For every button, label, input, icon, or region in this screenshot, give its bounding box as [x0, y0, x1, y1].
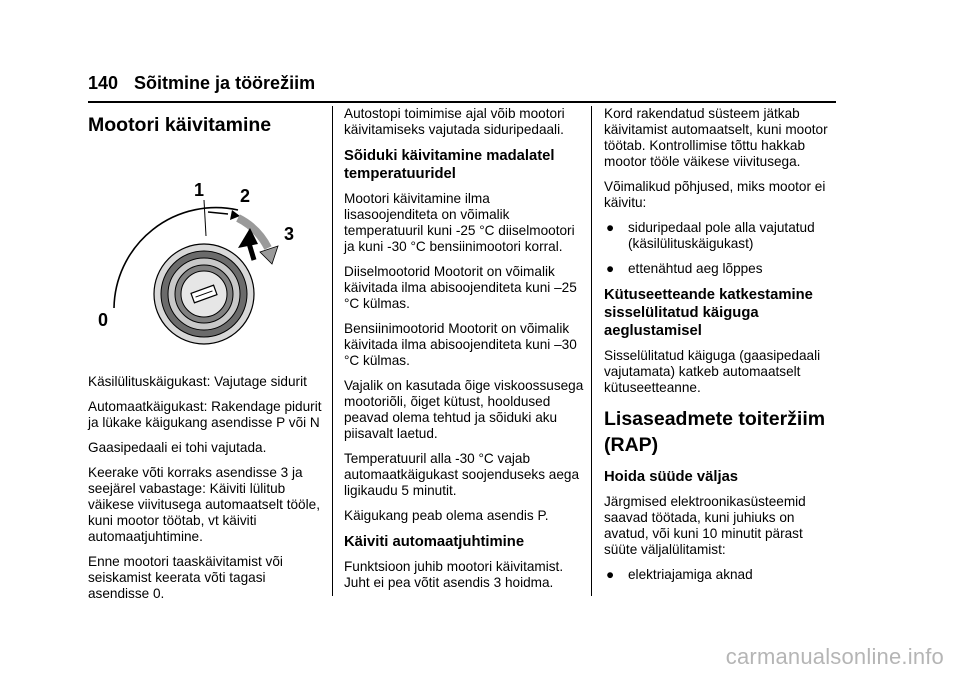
bullet-icon: ● — [606, 220, 615, 235]
paragraph: Võimalikud põhjused, miks mootor ei käivitu: — [604, 179, 826, 210]
list-item — [604, 567, 838, 583]
subheading-auto-start: Käiviti automaatjuhtimine — [344, 534, 525, 550]
section-title-rap: Lisaseadmete toiteržiim (RAP) — [604, 408, 826, 456]
subheading-ignition-off: Hoida süüde väljas — [604, 469, 739, 485]
paragraph: Temperatuuril alla -30 °C vajab automaatkäigukast soojenduseks aega ligikaudu 5 minutit. — [344, 451, 580, 498]
list-item — [604, 220, 838, 252]
column-1 — [88, 106, 324, 611]
paragraph: Diiselmootorid Mootorit on võimalik käivitada ilma abisoojenditeta kuni –25 °C külmas. — [344, 264, 577, 311]
paragraph: Sisselülitatud käiguga (gaasipedaali vajutamata) katkeb automaatselt kütuseetteanne. — [604, 348, 821, 395]
paragraph: Vajalik on kasutada õige viskoossusega mootoriõli, õiget kütust, hooldused peavad olema tehtud ja sõiduki aku piisavalt laetud. — [344, 378, 584, 441]
paragraph: Funktsioon juhib mootori käivitamist. Juht ei pea võtit asendis 3 hoidma. — [344, 559, 564, 590]
column-3 — [604, 106, 838, 592]
list-item-text: elektriajamiga aknad — [628, 567, 753, 582]
position-3-label: 3 — [284, 224, 295, 244]
watermark: carmanualsonline.info — [725, 644, 944, 669]
paragraph: Enne mootori taaskäivitamist või seiskamist keerata võti tagasi asendisse 0. — [88, 554, 283, 601]
page-number: 140 — [88, 73, 119, 93]
column-divider — [591, 106, 592, 596]
ignition-key-diagram — [88, 148, 324, 354]
paragraph: Käigukang peab olema asendis P. — [344, 508, 549, 523]
header-rule — [88, 101, 836, 103]
paragraph: Järgmised elektroonikasüsteemid saavad töötada, kuni juhiuks on avatud, või kuni 10 minutit pärast süüte väljalülitamist: — [604, 494, 806, 557]
paragraph: Bensiinimootorid Mootorit on võimalik käivitada ilma abisoojenditeta kuni –30 °C külmas. — [344, 321, 577, 368]
position-1-label: 1 — [194, 180, 205, 200]
paragraph: Gaasipedaali ei tohi vajutada. — [88, 440, 267, 455]
paragraph: Automaatkäigukast: Rakendage pidurit ja lükake käigukang asendisse P või N — [88, 399, 322, 430]
list-item-text: ettenähtud aeg lõppes — [628, 261, 763, 276]
column-divider — [332, 106, 333, 596]
section-title: Mootori käivitamine — [88, 114, 272, 136]
paragraph: Mootori käivitamine ilma lisasoojenditeta on võimalik temperatuuril kuni -25 °C diiselmootori ja kuni -30 °C bensiinimootori korral. — [344, 191, 575, 254]
list-item-text: siduripedaal pole alla vajutatud (käsilülituskäigukast) — [628, 220, 815, 251]
page-header — [88, 72, 315, 94]
paragraph: Käsilülituskäigukast: Vajutage sidurit — [88, 374, 307, 389]
paragraph: Autostopi toimimise ajal võib mootori käivitamiseks vajutada siduripedaali. — [344, 106, 565, 137]
position-0-label: 0 — [98, 310, 109, 330]
bullet-icon: ● — [606, 261, 615, 276]
bullet-icon: ● — [606, 567, 615, 582]
column-2 — [344, 106, 584, 600]
paragraph: Keerake võti korraks asendisse 3 ja seejärel vabastage: Käiviti lülitub väikese viivitusega automaatselt tööle, kuni mootor töötab, vt käiviti automaatjuhtimine. — [88, 465, 320, 544]
list-item — [604, 261, 838, 277]
paragraph: Kord rakendatud süsteem jätkab käivitamist automaatselt, kuni mootor töötab. Kontrollimise tõttu hakkab mootor tööle väikese viivitusega. — [604, 106, 828, 169]
subheading-cold-start: Sõiduki käivitamine madalatel temperatuuridel — [344, 148, 555, 182]
subheading-fuel-cutoff: Kütuseetteande katkestamine sisselülitatud käiguga aeglustamisel — [604, 287, 813, 339]
position-2-label: 2 — [240, 186, 251, 206]
page-header-title: Sõitmine ja töörežiim — [134, 73, 316, 93]
